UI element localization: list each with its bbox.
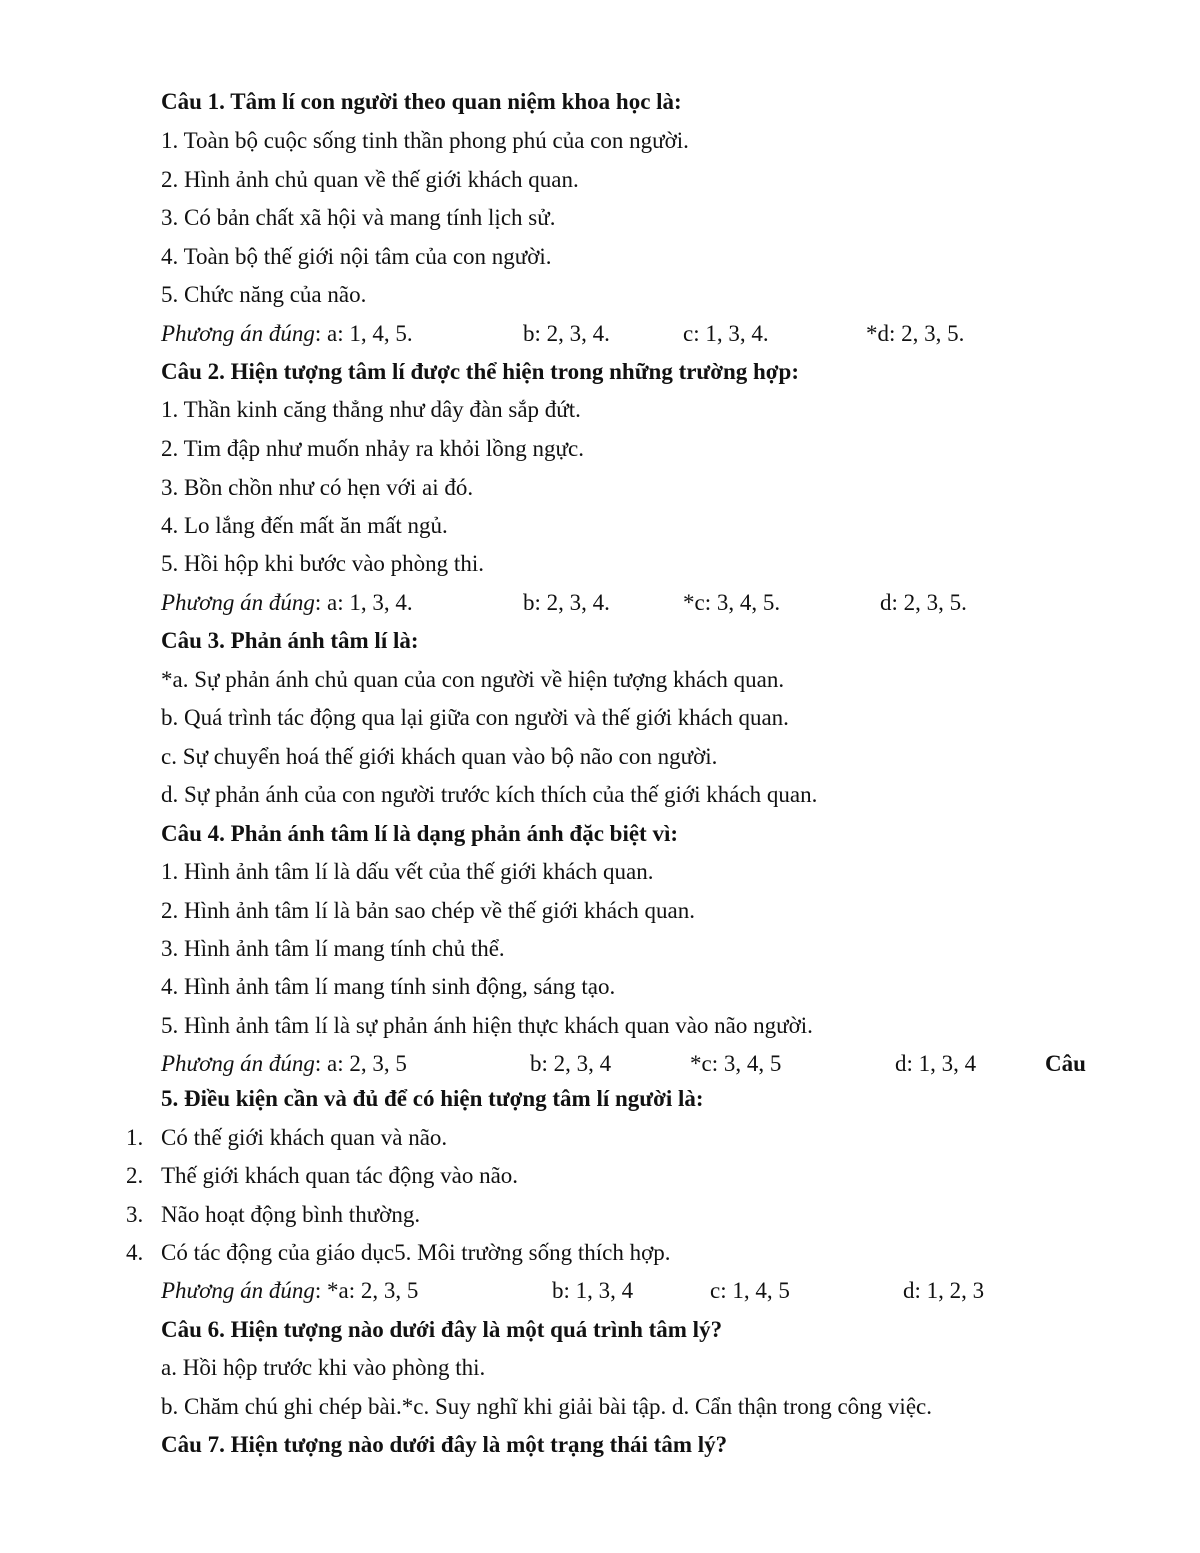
question-5-item-1: Có thế giới khách quan và não. [161, 1125, 448, 1150]
answer-label: Phương án đúng [161, 1278, 315, 1303]
question-1-answer-option-c: c: 1, 3, 4. [683, 321, 769, 346]
question-1-item-5: 5. Chức năng của não. [161, 282, 367, 307]
question-2-item-2: 2. Tim đập như muốn nhảy ra khỏi lồng ngực. [161, 436, 584, 461]
question-3-title: Câu 3. Phản ánh tâm lí là: [161, 628, 419, 653]
question-1-item-3: 3. Có bản chất xã hội và mang tính lịch sử. [161, 205, 556, 230]
question-7-title: Câu 7. Hiện tượng nào dưới đây là một trạng thái tâm lý? [161, 1432, 728, 1457]
question-4-item-2: 2. Hình ảnh tâm lí là bản sao chép về thế giới khách quan. [161, 898, 695, 923]
question-5-answer-row [161, 1277, 418, 1305]
question-2-answer-option-c: *c: 3, 4, 5. [683, 590, 781, 615]
question-1-title: Câu 1. Tâm lí con người theo quan niệm khoa học là: [161, 89, 682, 114]
question-1-answer-row [161, 320, 413, 348]
question-4-title: Câu 4. Phản ánh tâm lí là dạng phản ánh đặc biệt vì: [161, 821, 678, 846]
question-1-item-4: 4. Toàn bộ thế giới nội tâm của con người. [161, 244, 552, 269]
question-4-item-4: 4. Hình ảnh tâm lí mang tính sinh động, sáng tạo. [161, 974, 616, 999]
question-5-number-1: 1. [126, 1125, 144, 1150]
question-2-title: Câu 2. Hiện tượng tâm lí được thể hiện trong những trường hợp: [161, 359, 799, 384]
question-4-answer-option-c: *c: 3, 4, 5 [690, 1051, 782, 1076]
question-3-item-d: d. Sự phản ánh của con người trước kích thích của thế giới khách quan. [161, 782, 818, 807]
question-6-title: Câu 6. Hiện tượng nào dưới đây là một quá trình tâm lý? [161, 1317, 723, 1342]
question-5-item-4: Có tác động của giáo dục5. Môi trường sống thích hợp. [161, 1240, 671, 1265]
answer-label: Phương án đúng [161, 590, 315, 615]
question-2-answer-row [161, 589, 413, 617]
question-2-answer-option-d: d: 2, 3, 5. [880, 590, 967, 615]
question-4-answer-option-d: d: 1, 3, 4 [895, 1051, 977, 1076]
answer-option-a: : *a: 2, 3, 5 [314, 1278, 419, 1303]
question-2-answer-option-b: b: 2, 3, 4. [523, 590, 610, 615]
question-4-item-5: 5. Hình ảnh tâm lí là sự phản ánh hiện thực khách quan vào não người. [161, 1013, 813, 1038]
question-2-item-3: 3. Bồn chồn như có hẹn với ai đó. [161, 475, 474, 500]
question-2-item-5: 5. Hồi hộp khi bước vào phòng thi. [161, 551, 484, 576]
question-5-answer-option-c: c: 1, 4, 5 [710, 1278, 790, 1303]
question-1-item-2: 2. Hình ảnh chủ quan về thế giới khách quan. [161, 167, 579, 192]
question-5-title: 5. Điều kiện cần và đủ để có hiện tượng tâm lí người là: [161, 1086, 704, 1111]
answer-label: Phương án đúng [161, 321, 315, 346]
question-5-title-prefix: Câu [1045, 1051, 1086, 1076]
question-5-number-2: 2. [126, 1163, 144, 1188]
question-2-item-1: 1. Thần kinh căng thẳng như dây đàn sắp đứt. [161, 397, 581, 422]
question-4-answer-option-b: b: 2, 3, 4 [530, 1051, 612, 1076]
question-3-item-a: *a. Sự phản ánh chủ quan của con người về hiện tượng khách quan. [161, 667, 785, 692]
question-1-answer-option-b: b: 2, 3, 4. [523, 321, 610, 346]
question-5-number-4: 4. [126, 1240, 144, 1265]
question-4-item-1: 1. Hình ảnh tâm lí là dấu vết của thế giới khách quan. [161, 859, 654, 884]
question-1-item-1: 1. Toàn bộ cuộc sống tinh thần phong phú của con người. [161, 128, 689, 153]
answer-option-a: : a: 2, 3, 5 [314, 1051, 407, 1076]
question-3-item-b: b. Quá trình tác động qua lại giữa con người và thế giới khách quan. [161, 705, 789, 730]
question-3-item-c: c. Sự chuyển hoá thế giới khách quan vào bộ não con người. [161, 744, 718, 769]
answer-label: Phương án đúng [161, 1051, 315, 1076]
question-4-answer-row [161, 1050, 407, 1078]
answer-option-a: : a: 1, 3, 4. [314, 590, 413, 615]
question-5-item-3: Não hoạt động bình thường. [161, 1202, 421, 1227]
question-6-item-b-c-d: b. Chăm chú ghi chép bài.*c. Suy nghĩ khi giải bài tập. d. Cẩn thận trong công việc. [161, 1394, 932, 1419]
question-5-answer-option-b: b: 1, 3, 4 [552, 1278, 634, 1303]
question-5-item-2: Thế giới khách quan tác động vào não. [161, 1163, 519, 1188]
question-1-answer-option-d: *d: 2, 3, 5. [866, 321, 965, 346]
question-5-answer-option-d: d: 1, 2, 3 [903, 1278, 985, 1303]
question-6-item-a: a. Hồi hộp trước khi vào phòng thi. [161, 1355, 486, 1380]
question-5-number-3: 3. [126, 1202, 144, 1227]
answer-option-a: : a: 1, 4, 5. [314, 321, 413, 346]
question-2-item-4: 4. Lo lắng đến mất ăn mất ngủ. [161, 513, 448, 538]
question-4-item-3: 3. Hình ảnh tâm lí mang tính chủ thể. [161, 936, 505, 961]
